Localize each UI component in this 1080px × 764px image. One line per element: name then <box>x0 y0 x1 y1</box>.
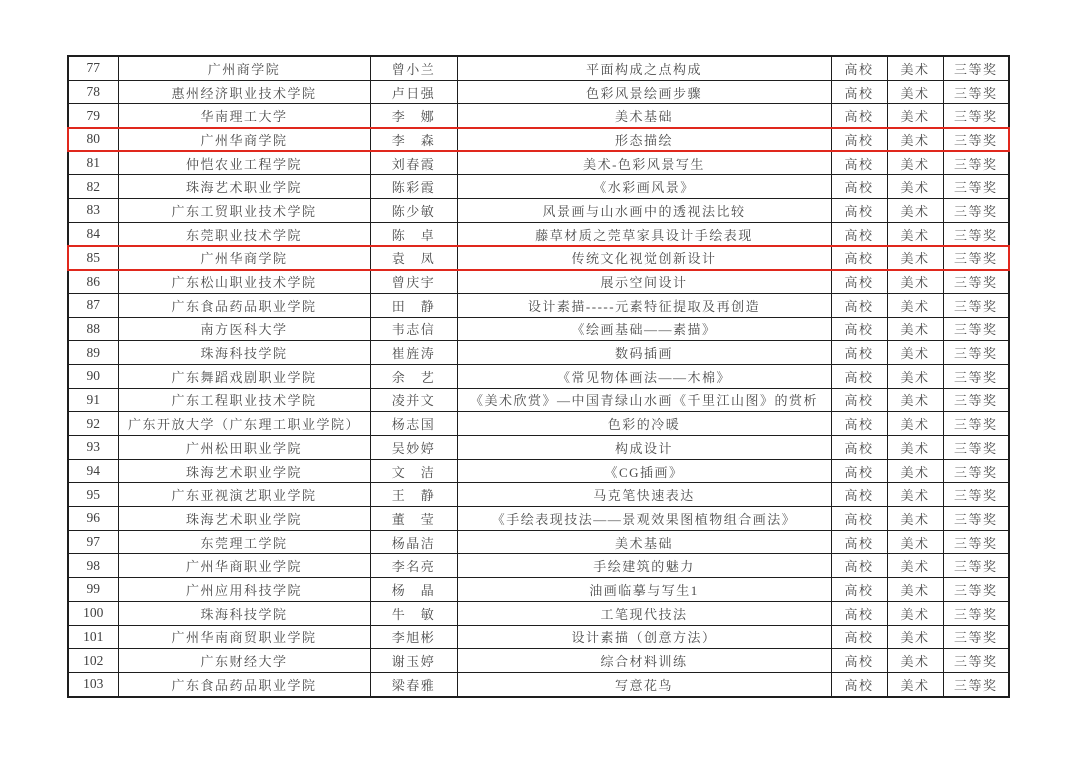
table-row <box>68 175 1009 199</box>
table-row <box>68 341 1009 365</box>
table-row <box>68 293 1009 317</box>
cell-number: 100 <box>68 601 118 625</box>
cell-award: 三等奖 <box>943 104 1009 128</box>
cell-institution: 广东亚视演艺职业学院 <box>118 483 370 507</box>
cell-author: 梁春雅 <box>370 672 457 696</box>
cell-work-title: 油画临摹与写生1 <box>457 578 831 602</box>
cell-work-title: 美术基础 <box>457 104 831 128</box>
cell-institution: 南方医科大学 <box>118 317 370 341</box>
cell-work-title: 风景画与山水画中的透视法比较 <box>457 199 831 223</box>
cell-institution: 东莞理工学院 <box>118 530 370 554</box>
table-row <box>68 649 1009 673</box>
cell-institution: 珠海科技学院 <box>118 341 370 365</box>
cell-author: 李 森 <box>370 128 457 152</box>
cell-institution: 广州商学院 <box>118 56 370 80</box>
cell-level: 高校 <box>831 483 887 507</box>
table-row <box>68 459 1009 483</box>
cell-number: 87 <box>68 293 118 317</box>
cell-award: 三等奖 <box>943 364 1009 388</box>
cell-institution: 广州华商职业学院 <box>118 554 370 578</box>
cell-award: 三等奖 <box>943 56 1009 80</box>
cell-institution: 广东松山职业技术学院 <box>118 270 370 294</box>
cell-level: 高校 <box>831 507 887 531</box>
table-row <box>68 483 1009 507</box>
cell-category: 美术 <box>887 56 943 80</box>
cell-award: 三等奖 <box>943 649 1009 673</box>
cell-category: 美术 <box>887 128 943 152</box>
cell-category: 美术 <box>887 672 943 696</box>
cell-category: 美术 <box>887 507 943 531</box>
cell-author: 陈少敏 <box>370 199 457 223</box>
table-row <box>68 222 1009 246</box>
cell-author: 杨晶洁 <box>370 530 457 554</box>
cell-author: 凌并文 <box>370 388 457 412</box>
cell-award: 三等奖 <box>943 625 1009 649</box>
cell-level: 高校 <box>831 364 887 388</box>
cell-author: 韦志信 <box>370 317 457 341</box>
cell-number: 78 <box>68 80 118 104</box>
cell-category: 美术 <box>887 104 943 128</box>
cell-category: 美术 <box>887 293 943 317</box>
cell-level: 高校 <box>831 104 887 128</box>
cell-category: 美术 <box>887 554 943 578</box>
cell-level: 高校 <box>831 625 887 649</box>
cell-work-title: 数码插画 <box>457 341 831 365</box>
cell-author: 崔旌涛 <box>370 341 457 365</box>
cell-work-title: 综合材料训练 <box>457 649 831 673</box>
cell-level: 高校 <box>831 388 887 412</box>
cell-number: 77 <box>68 56 118 80</box>
cell-category: 美术 <box>887 388 943 412</box>
cell-number: 92 <box>68 412 118 436</box>
cell-institution: 东莞职业技术学院 <box>118 222 370 246</box>
cell-author: 李 娜 <box>370 104 457 128</box>
cell-number: 103 <box>68 672 118 696</box>
cell-author: 陈彩霞 <box>370 175 457 199</box>
cell-institution: 珠海艺术职业学院 <box>118 459 370 483</box>
cell-award: 三等奖 <box>943 151 1009 175</box>
cell-award: 三等奖 <box>943 128 1009 152</box>
cell-institution: 广州应用科技学院 <box>118 578 370 602</box>
cell-level: 高校 <box>831 317 887 341</box>
cell-number: 80 <box>68 128 118 152</box>
cell-category: 美术 <box>887 364 943 388</box>
cell-institution: 广州松田职业学院 <box>118 436 370 460</box>
cell-institution: 珠海艺术职业学院 <box>118 175 370 199</box>
cell-institution: 广州华南商贸职业学院 <box>118 625 370 649</box>
cell-work-title: 色彩的冷暖 <box>457 412 831 436</box>
cell-level: 高校 <box>831 56 887 80</box>
table-row <box>68 507 1009 531</box>
table-row <box>68 412 1009 436</box>
table-row <box>68 128 1009 152</box>
cell-level: 高校 <box>831 270 887 294</box>
cell-category: 美术 <box>887 601 943 625</box>
cell-work-title: 马克笔快速表达 <box>457 483 831 507</box>
cell-category: 美术 <box>887 199 943 223</box>
cell-work-title: 传统文化视觉创新设计 <box>457 246 831 270</box>
cell-work-title: 美术-色彩风景写生 <box>457 151 831 175</box>
cell-author: 刘春霞 <box>370 151 457 175</box>
cell-level: 高校 <box>831 672 887 696</box>
cell-award: 三等奖 <box>943 317 1009 341</box>
cell-level: 高校 <box>831 199 887 223</box>
cell-award: 三等奖 <box>943 293 1009 317</box>
cell-number: 81 <box>68 151 118 175</box>
cell-level: 高校 <box>831 601 887 625</box>
cell-award: 三等奖 <box>943 246 1009 270</box>
cell-category: 美术 <box>887 483 943 507</box>
cell-award: 三等奖 <box>943 341 1009 365</box>
cell-work-title: 《美术欣赏》—中国青绿山水画《千里江山图》的赏析 <box>457 388 831 412</box>
cell-award: 三等奖 <box>943 530 1009 554</box>
cell-level: 高校 <box>831 293 887 317</box>
cell-number: 97 <box>68 530 118 554</box>
table-row <box>68 151 1009 175</box>
table-row <box>68 80 1009 104</box>
cell-level: 高校 <box>831 412 887 436</box>
cell-category: 美术 <box>887 246 943 270</box>
cell-category: 美术 <box>887 80 943 104</box>
table-row <box>68 672 1009 696</box>
cell-level: 高校 <box>831 554 887 578</box>
cell-level: 高校 <box>831 530 887 554</box>
cell-author: 曾庆宇 <box>370 270 457 294</box>
cell-level: 高校 <box>831 436 887 460</box>
awards-table-body <box>68 56 1009 697</box>
table-row <box>68 199 1009 223</box>
cell-work-title: 《常见物体画法——木棉》 <box>457 364 831 388</box>
cell-institution: 广东食品药品职业学院 <box>118 293 370 317</box>
cell-number: 99 <box>68 578 118 602</box>
cell-category: 美术 <box>887 222 943 246</box>
cell-award: 三等奖 <box>943 199 1009 223</box>
cell-work-title: 手绘建筑的魅力 <box>457 554 831 578</box>
cell-category: 美术 <box>887 317 943 341</box>
cell-category: 美术 <box>887 459 943 483</box>
cell-number: 98 <box>68 554 118 578</box>
cell-author: 李名亮 <box>370 554 457 578</box>
cell-author: 卢日强 <box>370 80 457 104</box>
cell-award: 三等奖 <box>943 601 1009 625</box>
cell-work-title: 《CG插画》 <box>457 459 831 483</box>
cell-level: 高校 <box>831 151 887 175</box>
cell-number: 102 <box>68 649 118 673</box>
table-row <box>68 601 1009 625</box>
cell-author: 谢玉婷 <box>370 649 457 673</box>
cell-award: 三等奖 <box>943 412 1009 436</box>
cell-work-title: 设计素描-----元素特征提取及再创造 <box>457 293 831 317</box>
cell-author: 田 静 <box>370 293 457 317</box>
cell-category: 美术 <box>887 436 943 460</box>
cell-award: 三等奖 <box>943 507 1009 531</box>
cell-level: 高校 <box>831 578 887 602</box>
cell-author: 吴妙婷 <box>370 436 457 460</box>
cell-number: 96 <box>68 507 118 531</box>
cell-number: 83 <box>68 199 118 223</box>
cell-work-title: 形态描绘 <box>457 128 831 152</box>
cell-award: 三等奖 <box>943 578 1009 602</box>
cell-author: 曾小兰 <box>370 56 457 80</box>
cell-award: 三等奖 <box>943 388 1009 412</box>
cell-number: 90 <box>68 364 118 388</box>
cell-work-title: 设计素描（创意方法） <box>457 625 831 649</box>
table-row <box>68 388 1009 412</box>
table-row <box>68 104 1009 128</box>
cell-award: 三等奖 <box>943 672 1009 696</box>
cell-category: 美术 <box>887 578 943 602</box>
cell-work-title: 工笔现代技法 <box>457 601 831 625</box>
cell-award: 三等奖 <box>943 436 1009 460</box>
cell-work-title: 美术基础 <box>457 530 831 554</box>
cell-award: 三等奖 <box>943 270 1009 294</box>
cell-number: 82 <box>68 175 118 199</box>
cell-work-title: 藤草材质之莞草家具设计手绘表现 <box>457 222 831 246</box>
table-row <box>68 270 1009 294</box>
cell-institution: 广东工程职业技术学院 <box>118 388 370 412</box>
table-row <box>68 578 1009 602</box>
cell-work-title: 色彩风景绘画步骤 <box>457 80 831 104</box>
cell-work-title: 构成设计 <box>457 436 831 460</box>
table-row <box>68 554 1009 578</box>
cell-number: 86 <box>68 270 118 294</box>
table-row <box>68 625 1009 649</box>
cell-category: 美术 <box>887 270 943 294</box>
cell-author: 文 洁 <box>370 459 457 483</box>
table-row <box>68 246 1009 270</box>
cell-category: 美术 <box>887 625 943 649</box>
cell-work-title: 《手绘表现技法——景观效果图植物组合画法》 <box>457 507 831 531</box>
cell-institution: 广东食品药品职业学院 <box>118 672 370 696</box>
cell-institution: 广东工贸职业技术学院 <box>118 199 370 223</box>
cell-institution: 广东财经大学 <box>118 649 370 673</box>
cell-number: 79 <box>68 104 118 128</box>
cell-author: 牛 敏 <box>370 601 457 625</box>
cell-institution: 华南理工大学 <box>118 104 370 128</box>
cell-number: 93 <box>68 436 118 460</box>
cell-number: 94 <box>68 459 118 483</box>
awards-table <box>67 55 1010 698</box>
cell-institution: 仲恺农业工程学院 <box>118 151 370 175</box>
cell-number: 84 <box>68 222 118 246</box>
cell-level: 高校 <box>831 246 887 270</box>
cell-work-title: 《绘画基础——素描》 <box>457 317 831 341</box>
table-row <box>68 56 1009 80</box>
cell-institution: 广东舞蹈戏剧职业学院 <box>118 364 370 388</box>
cell-author: 董 莹 <box>370 507 457 531</box>
table-row <box>68 317 1009 341</box>
cell-work-title: 《水彩画风景》 <box>457 175 831 199</box>
table-row <box>68 530 1009 554</box>
cell-work-title: 展示空间设计 <box>457 270 831 294</box>
cell-award: 三等奖 <box>943 483 1009 507</box>
cell-award: 三等奖 <box>943 222 1009 246</box>
cell-number: 101 <box>68 625 118 649</box>
table-row <box>68 436 1009 460</box>
cell-work-title: 平面构成之点构成 <box>457 56 831 80</box>
cell-category: 美术 <box>887 649 943 673</box>
cell-institution: 广州华商学院 <box>118 246 370 270</box>
cell-institution: 珠海艺术职业学院 <box>118 507 370 531</box>
cell-category: 美术 <box>887 151 943 175</box>
cell-level: 高校 <box>831 459 887 483</box>
cell-level: 高校 <box>831 128 887 152</box>
cell-institution: 珠海科技学院 <box>118 601 370 625</box>
cell-level: 高校 <box>831 222 887 246</box>
cell-institution: 广东开放大学（广东理工职业学院） <box>118 412 370 436</box>
cell-number: 85 <box>68 246 118 270</box>
cell-work-title: 写意花鸟 <box>457 672 831 696</box>
cell-number: 91 <box>68 388 118 412</box>
cell-author: 余 艺 <box>370 364 457 388</box>
cell-number: 95 <box>68 483 118 507</box>
cell-level: 高校 <box>831 341 887 365</box>
cell-category: 美术 <box>887 175 943 199</box>
cell-level: 高校 <box>831 649 887 673</box>
cell-level: 高校 <box>831 80 887 104</box>
cell-institution: 惠州经济职业技术学院 <box>118 80 370 104</box>
table-row <box>68 364 1009 388</box>
cell-award: 三等奖 <box>943 554 1009 578</box>
cell-category: 美术 <box>887 412 943 436</box>
cell-author: 袁 凤 <box>370 246 457 270</box>
cell-author: 王 静 <box>370 483 457 507</box>
cell-award: 三等奖 <box>943 175 1009 199</box>
cell-author: 杨志国 <box>370 412 457 436</box>
cell-level: 高校 <box>831 175 887 199</box>
cell-number: 88 <box>68 317 118 341</box>
cell-award: 三等奖 <box>943 80 1009 104</box>
cell-category: 美术 <box>887 530 943 554</box>
cell-author: 李旭彬 <box>370 625 457 649</box>
cell-award: 三等奖 <box>943 459 1009 483</box>
cell-institution: 广州华商学院 <box>118 128 370 152</box>
cell-author: 陈 卓 <box>370 222 457 246</box>
cell-number: 89 <box>68 341 118 365</box>
cell-author: 杨 晶 <box>370 578 457 602</box>
cell-category: 美术 <box>887 341 943 365</box>
